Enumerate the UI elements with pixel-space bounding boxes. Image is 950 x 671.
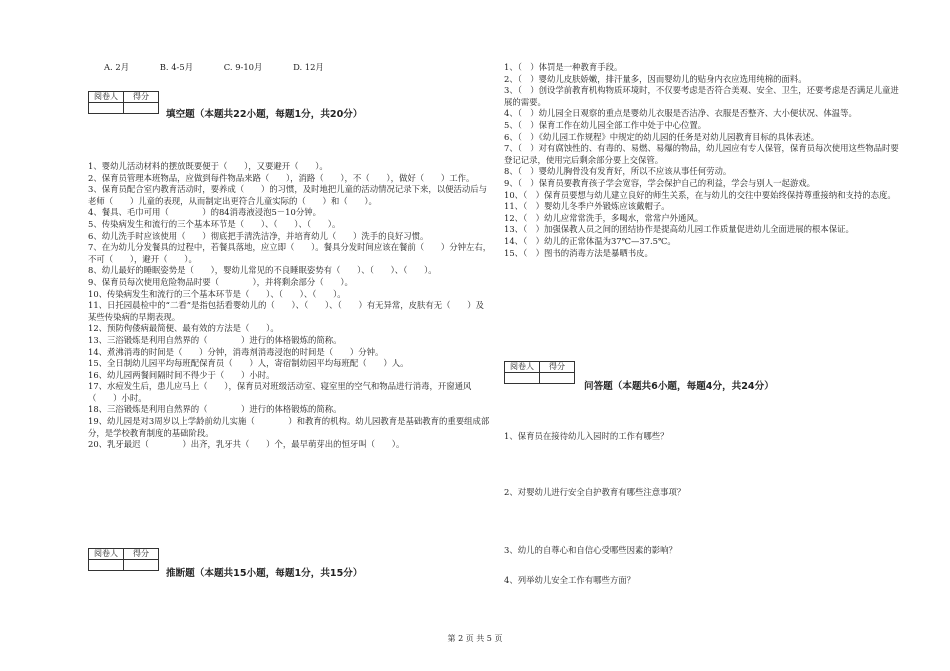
score-box-fill	[88, 91, 159, 114]
judge-question: 6、（ ）《幼儿园工作规程》中规定的幼儿园的任务是对幼儿园教育目标的具体表述。	[504, 131, 820, 142]
judge-question-list	[504, 62, 904, 259]
judge-question: 15、（ ）图书的消毒方法是暴晒书皮。	[504, 247, 653, 258]
fill-question: 8、幼儿最好的睡眠姿势是（ ），婴幼儿常见的不良睡眠姿势有（ ）、（ ）、（ ）。	[88, 265, 437, 276]
grader-label: 阅卷人	[89, 92, 124, 103]
judge-question: 9、（ ）保育员要教育孩子学会宽容，学会保护自己的利益，学会与别人一起游戏。	[504, 177, 816, 188]
essay-question: 4、列举幼儿安全工作有哪些方面？	[504, 575, 635, 585]
score-box-essay	[504, 361, 575, 384]
page-footer: 第 2 页 共 5 页	[447, 634, 503, 643]
option-c: C. 9-10月	[223, 62, 263, 72]
judge-question: 1、（ ）体罚是一种教育手段。	[504, 62, 623, 72]
judge-question: 10、（ ）保育员要想与幼儿建立良好的师生关系，在与幼儿的交往中要始终保持尊重接纳和支持的态度。	[504, 189, 896, 200]
grader-cell	[505, 373, 540, 384]
fill-question: 13、三浴锻炼是利用自然界的（ ）进行的体格锻炼的简称。	[88, 334, 342, 345]
fill-question: 15、全日制幼儿园平均每班配保育员（ ）人，寄宿制幼园平均每班配（ ）人。	[88, 358, 409, 369]
essay-section-title: 问答题（本题共6小题，每题4分，共24分）	[584, 381, 774, 392]
judge-question: 11、（ ）婴幼儿冬季户外锻炼应该戴帽子。	[504, 201, 670, 212]
grader-label: 阅卷人	[89, 549, 124, 560]
score-label: 得分	[124, 549, 159, 560]
judge-question: 3、（ ）创设学前教育机构物质环境时，不仅要考虑是否符合美观、安全、卫生，还要考虑是否满足儿童进展的需要。	[504, 85, 899, 107]
fill-question: 5、传染病发生和流行的三个基本环节是（ ）、（ ）、（ ）。	[88, 218, 341, 229]
fill-question: 12、预防佝偻病最简便、最有效的方法是（ ）。	[88, 323, 279, 334]
score-cell	[124, 560, 159, 571]
fill-question: 16、幼儿园两餐间隔时间不得少于（ ）小时。	[88, 369, 275, 380]
fill-question-list	[88, 161, 492, 451]
option-d: D. 12月	[293, 62, 324, 72]
fill-question: 4、餐具、毛巾可用（ ）的84消毒液浸泡5－10分钟。	[88, 207, 321, 218]
score-label: 得分	[124, 92, 159, 103]
fill-question: 7、在为幼儿分发餐具的过程中，若餐具落地，应立即（ ）。餐具分发时间应该在餐前（ ）分钟左右，不可（ ），避开（ ）。	[88, 242, 492, 264]
essay-question: 3、幼儿的自尊心和自信心受哪些因素的影响？	[504, 545, 677, 555]
answer-options	[104, 62, 352, 74]
fill-question: 11、日托园晨检中的“二看”是指包括看婴幼儿的（ ）、（ ）、（ ）有无异常，皮肤有无（ ）及某些传染病的早期表现。	[88, 300, 485, 322]
grader-cell	[89, 560, 124, 571]
score-cell	[124, 103, 159, 114]
fill-section-title: 填空题（本题共22小题，每题1分，共20分）	[166, 109, 363, 120]
fill-question: 10、传染病发生和流行的三个基本环节是（ ）、（ ）、（ ）。	[88, 288, 346, 299]
fill-question: 6、幼儿洗手时应该使用（ ）彻底把手清洗洁净，并培育幼儿（ ）洗手的良好习惯。	[88, 230, 429, 241]
option-b: B. 4-5月	[159, 62, 194, 72]
fill-question: 17、水痘发生后，患儿应马上（ ），保育员对班级活动室、寝室里的空气和物品进行消毒，开窗通风（ ）小时。	[88, 381, 472, 403]
fill-question: 2、保育员管理本班物品，应做到每件物品来路（ ），消路（ ），不（ ），做好（ ）工作。	[88, 172, 475, 183]
judge-question: 7、（ ）对有腐蚀性的、有毒的、易燃、易爆的物品，幼儿园应有专人保管，保育员每次使用这些物品时要登记记录，使用完后剩余部分要上交保管。	[504, 143, 899, 165]
judge-question: 13、（ ）加强保教人员之间的团结协作是提高幼儿园工作质量促进幼儿全面进展的根本保证。	[504, 224, 854, 235]
option-a: A. 2月	[104, 62, 130, 72]
judge-question: 5、（ ）保育工作在幼儿园全部工作中处于中心位置。	[504, 119, 707, 130]
essay-question: 2、对婴幼儿进行安全自护教育有哪些注意事项？	[504, 487, 686, 497]
judge-question: 8、（ ）婴幼儿胸骨没有发育好，所以不应该从事任何劳动。	[504, 166, 732, 177]
fill-question: 9、保育员每次使用危险物品时要（ ），并将剩余部分（ ）。	[88, 276, 353, 287]
score-cell	[540, 373, 575, 384]
fill-question: 1、婴幼儿活动材料的摆放既要便于（ ），又要避开（ ）。	[88, 161, 328, 171]
grader-cell	[89, 103, 124, 114]
score-box-judge	[88, 548, 159, 571]
judge-question: 14、（ ）幼儿的正常体温为37℃—37.5℃。	[504, 235, 676, 246]
fill-question: 14、煮沸消毒的时间是（ ）分钟，消毒剂消毒浸泡的时间是（ ）分钟。	[88, 346, 384, 357]
fill-question: 3、保育员配合室内教育活动时，要养成（ ）的习惯，及时地把儿童的活动情况记录下来，以便活动后与老师（ ）儿童的表现，从而制定出更符合儿童实际的（ ）和（ ）。	[88, 184, 487, 206]
judge-question: 12、（ ）幼儿应常常洗手，多喝水，常常户外通风。	[504, 212, 704, 223]
grader-label: 阅卷人	[505, 362, 540, 373]
fill-question: 20、乳牙最迟（ ）出齐，乳牙共（ ）个，最早萌芽出的恒牙叫（ ）。	[88, 439, 405, 450]
score-label: 得分	[540, 362, 575, 373]
judge-section-title: 推断题（本题共15小题，每题1分，共15分）	[166, 568, 363, 579]
judge-question: 4、（ ）幼儿园全日观察的重点是婴幼儿衣服是否洁净、衣服是否整齐、大小便状况、体温等。	[504, 108, 857, 119]
judge-question: 2、（ ）婴幼儿皮肤娇嫩，排汗量多，因而婴幼儿的贴身内衣应选用纯棉的面料。	[504, 73, 807, 84]
fill-question: 19、幼儿园是对3周岁以上学龄前幼儿实施（ ）和教育的机构。幼儿园教育是基础教育的重要组成部分，是学校教育制度的基础阶段。	[88, 416, 490, 438]
fill-question: 18、三浴锻炼是利用自然界的（ ）进行的体格锻炼的简称。	[88, 404, 342, 415]
essay-question: 1、保育员在接待幼儿入园时的工作有哪些？	[504, 431, 669, 441]
